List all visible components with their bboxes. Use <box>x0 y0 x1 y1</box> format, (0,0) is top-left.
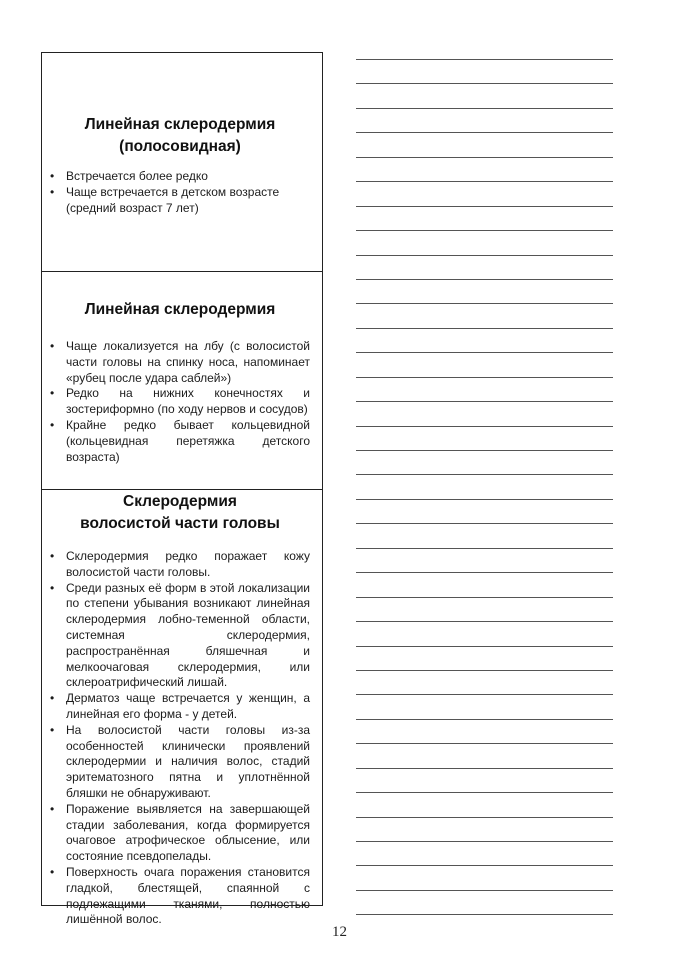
bullet-marker: • <box>50 417 55 432</box>
note-line <box>356 499 613 500</box>
note-line <box>356 157 613 158</box>
note-line <box>356 572 613 573</box>
note-line <box>356 181 613 182</box>
page-number: 12 <box>332 924 347 940</box>
slide-title <box>50 299 310 321</box>
note-line <box>356 548 613 549</box>
note-line <box>356 352 613 353</box>
bullet-item <box>50 339 310 386</box>
bullet-marker: • <box>50 549 55 563</box>
bullet-marker: • <box>50 386 55 401</box>
bullet-text: Дерматоз чаще встречается у женщин, а линейная его форма - у детей. <box>66 691 310 721</box>
note-line <box>356 401 613 402</box>
note-line <box>356 132 613 133</box>
note-line <box>356 426 613 427</box>
note-line <box>356 841 613 842</box>
slide-linear-scleroderma-localization <box>41 271 323 489</box>
bullet-list <box>50 169 310 216</box>
bullet-marker: • <box>50 801 55 816</box>
note-lines <box>356 59 613 939</box>
note-line <box>356 279 613 280</box>
note-line <box>356 597 613 598</box>
note-line <box>356 621 613 622</box>
bullet-marker: • <box>50 722 55 737</box>
note-line <box>356 523 613 524</box>
bullet-item <box>50 691 310 723</box>
note-line <box>356 59 613 60</box>
slide-title-line: Склеродермия <box>123 493 237 510</box>
slide-title-line: (полосовидная) <box>119 138 241 155</box>
bullet-marker: • <box>50 184 55 199</box>
note-line <box>356 108 613 109</box>
bullet-list <box>50 549 310 928</box>
bullet-text: Поражение выявляется на завершающей стадии заболевания, когда формируется очаговое атрофическое облысение, или состояние псевдопелады. <box>66 801 310 864</box>
bullet-text: На волосистой части головы из-за особенностей клинически проявлений склеродермии и наличия волос, стадий эритематозного пятна и уплотнённой бляшки не обнаруживают. <box>66 722 310 800</box>
bullet-item <box>50 169 310 185</box>
slide-title <box>50 114 310 158</box>
bullet-text: Поверхность очага поражения становится гладкой, блестящей, спаянной с подлежащими тканями, полностью лишённой волос. <box>66 864 310 927</box>
bullet-marker: • <box>50 580 55 595</box>
note-line <box>356 450 613 451</box>
note-line <box>356 206 613 207</box>
note-line <box>356 719 613 720</box>
note-line <box>356 768 613 769</box>
bullet-text: Чаще встречается в детском возрасте (средний возраст 7 лет) <box>66 184 280 215</box>
bullet-text: Склеродермия редко поражает кожу волосистой части головы. <box>66 549 310 579</box>
slide-title-line: волосистой части головы <box>80 515 280 532</box>
bullet-text: Встречается более редко <box>66 169 208 183</box>
bullet-list <box>50 339 310 465</box>
bullet-text: Среди разных её форм в этой локализации по степени убывания возникают линейная склеродермия лобно-теменной области, системная склеродермия, распространённая бляшечная и мелкоочаговая склеродермия, или склероатрифический лишай. <box>66 580 310 690</box>
note-line <box>356 646 613 647</box>
bullet-item <box>50 723 310 802</box>
note-line <box>356 255 613 256</box>
note-line <box>356 377 613 378</box>
note-line <box>356 694 613 695</box>
bullet-text: Крайне редко бывает кольцевидной (кольцевидная перетяжка детского возраста) <box>66 417 310 464</box>
slide-linear-scleroderma-striped <box>41 52 323 271</box>
slide-scalp-scleroderma <box>41 489 323 927</box>
bullet-marker: • <box>50 169 55 183</box>
slides-column <box>41 52 323 927</box>
note-line <box>356 328 613 329</box>
bullet-item <box>50 418 310 465</box>
note-line <box>356 474 613 475</box>
note-line <box>356 83 613 84</box>
slide-title-line: Линейная склеродермия <box>84 301 276 318</box>
bullet-item <box>50 802 310 865</box>
note-line <box>356 817 613 818</box>
note-line <box>356 670 613 671</box>
bullet-item <box>50 386 310 418</box>
note-line <box>356 303 613 304</box>
bullet-marker: • <box>50 691 55 706</box>
bullet-item <box>50 581 310 692</box>
bullet-item <box>50 865 310 928</box>
bullet-item <box>50 185 310 217</box>
note-line <box>356 890 613 891</box>
note-line <box>356 792 613 793</box>
bullet-marker: • <box>50 339 55 353</box>
note-line <box>356 743 613 744</box>
slide-title <box>50 491 310 535</box>
bullet-text: Редко на нижних конечностях и зостериформно (по ходу нервов и сосудов) <box>66 386 310 417</box>
slide-title-line: Линейная склеродермия <box>84 116 276 133</box>
bullet-text: Чаще локализуется на лбу (с волосистой части головы на спинку носа, напоминает «рубец после удара саблей») <box>66 339 310 385</box>
note-line <box>356 230 613 231</box>
bullet-item <box>50 549 310 581</box>
note-line <box>356 914 613 915</box>
note-line <box>356 865 613 866</box>
bullet-marker: • <box>50 864 55 879</box>
